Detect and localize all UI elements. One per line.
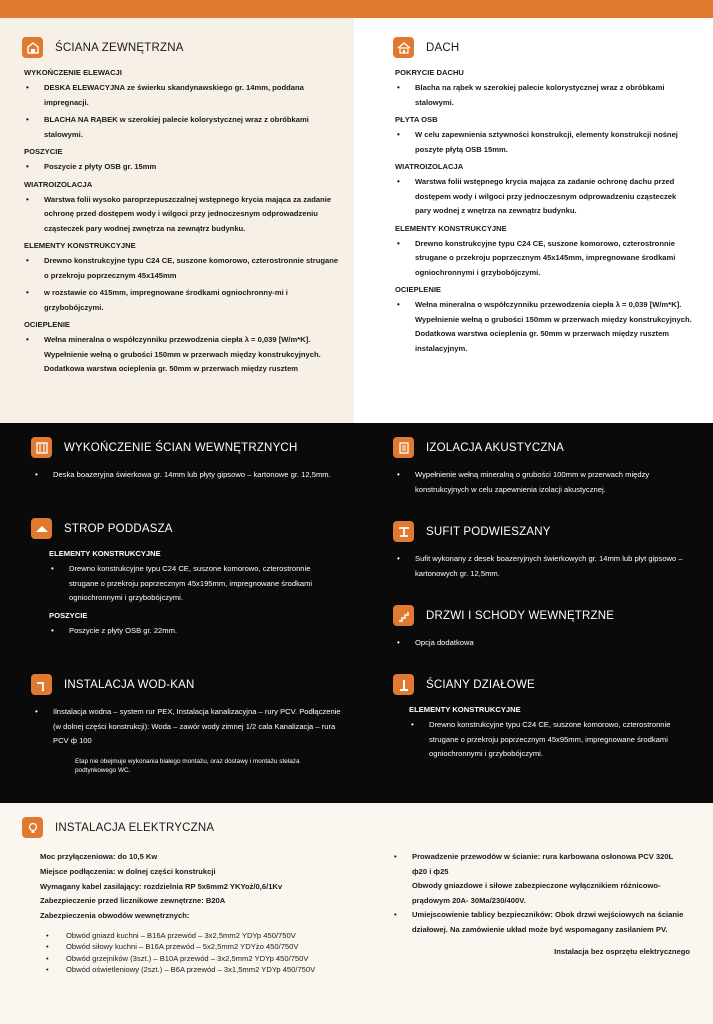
electric-line: Zabezpieczenie przed licznikowe zewnętrzne: B20A: [40, 896, 226, 906]
electric-right-list-1: [390, 850, 690, 879]
list-item: • Ilnstalacja wodna – system rur PEX, Instalacja kanalizacyjna – rury PCV. Podłączenie (w dolnej części konstrukcji): Woda – zawór wody zimnej 1/2 cala Kanalizacja – rura PCV ф 100: [31, 705, 341, 749]
list-item: • Drewno konstrukcyjne typu C24 CE, suszone komorowo, czterostronnie strugane o przekroju poprzecznym 45x145mm: [22, 254, 340, 283]
subsection-heading: WYKOŃCZENIE ELEWACJI: [24, 68, 122, 77]
section-title: INSTALACJA ELEKTRYCZNA: [55, 821, 215, 834]
item-list: [393, 175, 693, 219]
list-item: • BLACHA NA RĄBEK w szerokiej palecie kolorystycznej wraz z obróbkami stalowymi.: [22, 113, 340, 142]
section-title: DRZWI I SCHODY WEWNĘTRZNE: [426, 609, 615, 622]
subsection-heading: ELEMENTY KONSTRUKCYJNE: [24, 241, 136, 250]
subsection-heading: OCIEPLENIE: [395, 285, 441, 294]
item-list: [22, 81, 340, 142]
list-item: • Drewno konstrukcyjne typu C24 CE, suszone komorowo, czterostronnie strugane o przekroju poprzecznym 45x145mm, impregnowane środkami ogniochronnymi i grzybobójczymi.: [393, 237, 693, 281]
item-list: [393, 552, 693, 581]
section-sciana: [22, 37, 340, 380]
item-list: [393, 298, 693, 356]
list-item: • Drewno konstrukcyjne typu C24 CE, suszone komorowo, czterostronnie strugane o przekroju poprzecznym 45x95mm, impregnowane środkami ogniochronnymi i grzybobójczymi.: [407, 718, 693, 762]
electric-right-plain: Obwody gniazdowe i siłowe zabezpieczone wyłącznikiem różnicowo-prądowym 20A- 30Ma/230/400V.: [412, 881, 661, 905]
list-item: • w rozstawie co 415mm, impregnowane środkami ogniochronny-mi i grzybobójczymi.: [22, 286, 340, 315]
attic-ceiling-icon: [31, 518, 52, 539]
house-wall-icon: [22, 37, 43, 58]
section-sufit: [393, 521, 693, 584]
list-item: • DESKA ELEWACYJNA ze świerku skandynawskiego gr. 14mm, poddana impregnacji.: [22, 81, 340, 110]
section-elektryczna: [22, 817, 702, 850]
subsection-heading: WIATROIZOLACJA: [24, 179, 93, 189]
section-title: STROP PODDASZA: [64, 522, 173, 535]
item-list: [393, 128, 693, 157]
subsection-heading: POSZYCIE: [24, 147, 63, 156]
wodkan-note: Etap nie obejmuje wykonania białego montażu, oraz dostawy i montażu stelaża podtynkowego WC.: [75, 757, 300, 774]
dach-groups: [393, 68, 693, 356]
partition-wall-icon: [393, 674, 414, 695]
item-list: [47, 624, 341, 639]
circuit-item: • Obwód siłowy kuchni – B16A przewód – 5x2,5mm2 YDYżo 450/750V: [40, 941, 370, 952]
list-item: • Sufit wykonany z desek boazeryjnych świerkowych gr. 14mm lub płyt gipsowo – kartonowych gr. 12,5mm.: [393, 552, 693, 581]
subsection-heading: POSZYCIE: [49, 610, 88, 620]
electric-line: Wymagany kabel zasilający: rozdzielnia RP 5x6mm2 YKYoż/0,6/1Kv: [40, 881, 283, 891]
item-list: [393, 81, 693, 110]
list-item: • Wełna mineralna o współczynniku przewodzenia ciepła λ = 0,039 [W/m*K]. Wypełnienie wełną o grubości 150mm w przerwach między konstrukcyjnych. Dodatkowa warstwa ocieplenia gr. 50mm w przerwach między rusztem instalacyjnym.: [393, 298, 693, 356]
item-list: [22, 160, 340, 175]
section-dzialowe: [393, 674, 693, 765]
acoustic-panel-icon: [393, 437, 414, 458]
section-drzwi: [393, 605, 693, 654]
item-list: [393, 468, 693, 497]
item-list: [393, 237, 693, 281]
list-item: • Opcja dodatkowa: [393, 636, 693, 651]
item-list: [22, 333, 340, 377]
section-title: IZOLACJA AKUSTYCZNA: [426, 441, 564, 454]
subsection-heading: ELEMENTY KONSTRUKCYJNE: [409, 705, 521, 714]
subsection-heading: WIATROIZOLACJA: [395, 162, 464, 171]
list-item: • Prowadzenie przewodów w ścianie: rura karbowana osłonowa PCV 320L ф20 i ф25: [390, 850, 690, 879]
strop-groups: [47, 549, 341, 638]
list-item: • Blacha na rąbek w szerokiej palecie kolorystycznej wraz z obróbkami stalowymi.: [393, 81, 693, 110]
section-title: SUFIT PODWIESZANY: [426, 525, 551, 538]
top-accent-bar: [0, 0, 713, 18]
electric-circuits: [40, 930, 370, 976]
list-item: • Wełna mineralna o współczynniku przewodzenia ciepła λ = 0,039 [W/m*K]. Wypełnienie wełną o grubości 150mm w przerwach między konstrukcyjnych. Dodatkowa warstwa ocieplenia gr. 50mm w przerwach między rusztem: [22, 333, 340, 377]
item-list: [407, 718, 693, 762]
section-title: DACH: [426, 41, 460, 54]
circuit-item: • Obwód oświetleniowy (2szt.) – B6A przewód – 3x1,5mm2 YDYp 450/750V: [40, 964, 370, 975]
section-title: ŚCIANA ZEWNĘTRZNA: [55, 41, 184, 54]
section-title: INSTALACJA WOD-KAN: [64, 678, 195, 691]
electric-left-column: [40, 850, 370, 976]
item-list: [22, 254, 340, 315]
suspended-ceiling-icon: [393, 521, 414, 542]
electric-line: Miejsce podłączenia: w dolnej części konstrukcji: [40, 866, 216, 876]
list-item: • Poszycie z płyty OSB gr. 15mm: [22, 160, 340, 175]
item-list: [22, 193, 340, 237]
subsection-heading: POKRYCIE DACHU: [395, 68, 464, 77]
subsection-heading: ELEMENTY KONSTRUKCYJNE: [49, 549, 161, 558]
section-wykonczenie: [31, 437, 341, 486]
item-list: [47, 562, 341, 606]
section-title: ŚCIANY DZIAŁOWE: [426, 678, 535, 691]
list-item: • Poszycie z płyty OSB gr. 22mm.: [47, 624, 341, 639]
water-pipe-icon: [31, 674, 52, 695]
list-item: • Wypełnienie wełną mineralną o grubości 100mm w przerwach między konstrukcyjnych w celu zapewnienia izolacji akustycznej.: [393, 468, 693, 497]
section-strop: [31, 518, 341, 641]
electric-right-note: Instalacja bez osprzętu elektrycznego: [554, 947, 690, 956]
electric-right-list-2: [390, 908, 690, 937]
electric-right-column: [390, 850, 690, 956]
electric-line: Zabezpieczenia obwodów wewnętrznych:: [40, 911, 190, 921]
electric-line: Moc przyłączeniowa: do 10,5 Kw: [40, 852, 158, 861]
list-item: • Drewno konstrukcyjne typu C24 CE, suszone komorowo, czterostronnie strugane o przekroju poprzecznym 45x195mm, impregnowane środkami ogniochronnymi i grzybobójczymi.: [47, 562, 341, 606]
circuit-item: • Obwód gniazd kuchni – B16A przewód – 3x2,5mm2 YDYp 450/750V: [40, 930, 370, 941]
item-list: [31, 705, 341, 749]
house-roof-icon: [393, 37, 414, 58]
list-item: • W celu zapewnienia sztywności konstrukcji, elementy konstrukcji nośnej poszyte płytą OSB 15mm.: [393, 128, 693, 157]
list-item: • Umiejscowienie tablicy bezpieczników: Obok drzwi wejściowych na ścianie działowej. Na zamówienie układ może być wspomagany zasilaniem PV.: [390, 908, 690, 937]
section-izolacja: [393, 437, 693, 500]
stairs-icon: [393, 605, 414, 626]
wall-panel-icon: [31, 437, 52, 458]
section-dach: [393, 37, 693, 359]
sciana-groups: [22, 68, 340, 377]
section-title: WYKOŃCZENIE ŚCIAN WEWNĘTRZNYCH: [64, 441, 298, 454]
list-item: • Warstwa folii wysoko paroprzepuszczalnej wstępnego krycia mająca za zadanie ochronę przed dostępem wody i wilgoci przy jednoczesnym odprowadzeniu cząsteczek pary wodnej zwnętrza na zewnątrz budynku.: [22, 193, 340, 237]
subsection-heading: ELEMENTY KONSTRUKCYJNE: [395, 223, 507, 233]
item-list: [393, 636, 693, 651]
list-item: • Warstwa folii wstępnego krycia mająca za zadanie ochronę dachu przed dostępem wody i wilgoci przy jednoczesnym odprowadzeniu cząsteczek pary wodnej z wnętrza na zewnątrz budynku.: [393, 175, 693, 219]
item-list: [31, 468, 341, 483]
subsection-heading: OCIEPLENIE: [24, 320, 70, 329]
list-item: • Deska boazeryjna świerkowa gr. 14mm lub płyty gipsowo – kartonowe gr. 12,5mm.: [31, 468, 341, 483]
section-wodkan: [31, 674, 341, 775]
dzialowe-groups: [407, 705, 693, 762]
subsection-heading: PŁYTA OSB: [395, 115, 438, 124]
electric-lines: [40, 850, 370, 924]
circuit-item: • Obwód grzejników (3szt.) – B10A przewód – 3x2,5mm2 YDYp 450/750V: [40, 953, 370, 964]
light-bulb-icon: [22, 817, 43, 838]
